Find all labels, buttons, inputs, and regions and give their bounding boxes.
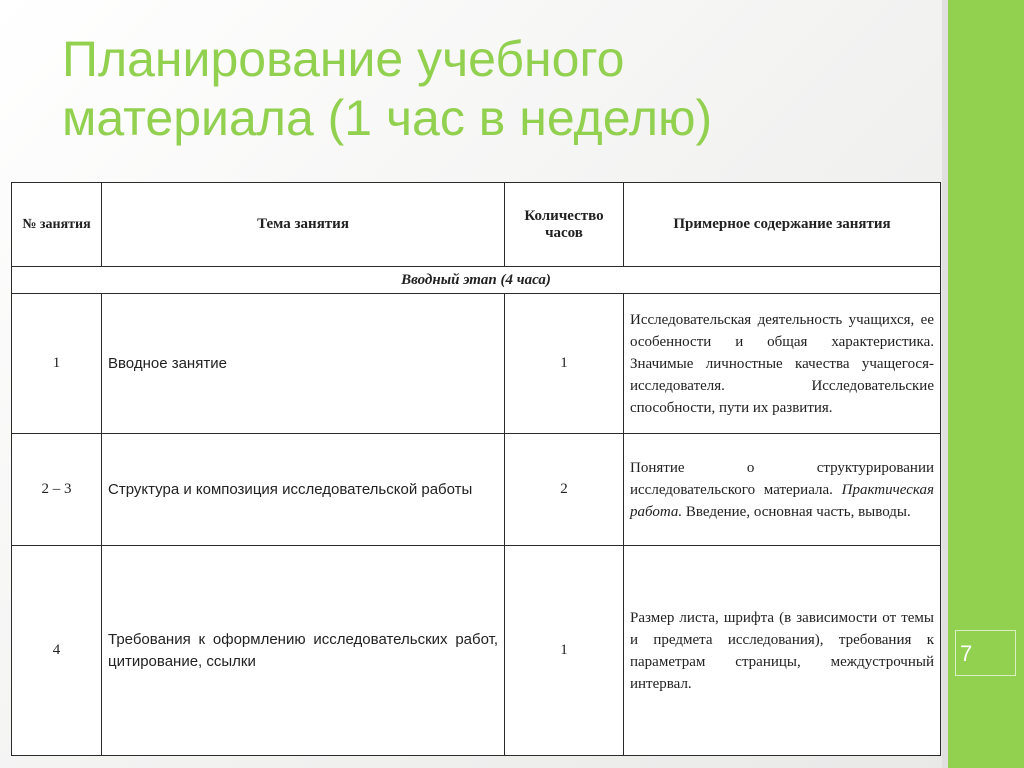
row-hours: 2 — [505, 434, 624, 546]
row-num: 2 – 3 — [12, 434, 102, 546]
page-number: 7 — [955, 630, 1016, 676]
row-content: Исследовательская деятельность учащихся, ее особенности и общая характеристика. Значимые личностные качества учащегося-исследователя. Исследовательские способности, пути их развития. — [624, 294, 941, 434]
lesson-plan-table — [11, 182, 941, 756]
header-num: № занятия — [12, 183, 102, 267]
row-content-italic: Практическая работа. — [630, 481, 934, 520]
row-topic: Требования к оформлению исследовательских работ, цитирование, ссылки — [102, 546, 505, 756]
row-hours: 1 — [505, 294, 624, 434]
table-row — [12, 434, 941, 546]
row-hours: 1 — [505, 546, 624, 756]
header-content: Примерное содержание занятия — [624, 183, 941, 267]
slide-title: Планирование учебного материала (1 час в неделю) — [62, 31, 713, 146]
row-content-cell — [624, 434, 941, 546]
row-topic: Вводное занятие — [102, 294, 505, 434]
row-content: Понятие о структурировании исследовательского материала. — [630, 459, 934, 498]
stage-label: Вводный этап (4 часа) — [12, 267, 941, 294]
header-hours: Количество часов — [505, 183, 624, 267]
table-row — [12, 294, 941, 434]
table-row — [12, 546, 941, 756]
row-num: 1 — [12, 294, 102, 434]
stage-row — [12, 267, 941, 294]
row-content-tail: Введение, основная часть, выводы. — [685, 503, 911, 520]
row-num: 4 — [12, 546, 102, 756]
row-content: Размер листа, шрифта (в зависимости от темы и предмета исследования), требования к параметрам страницы, междустрочный интервал. — [624, 546, 941, 756]
row-topic: Структура и композиция исследовательской работы — [102, 434, 505, 546]
table-header-row — [12, 183, 941, 267]
header-topic: Тема занятия — [102, 183, 505, 267]
